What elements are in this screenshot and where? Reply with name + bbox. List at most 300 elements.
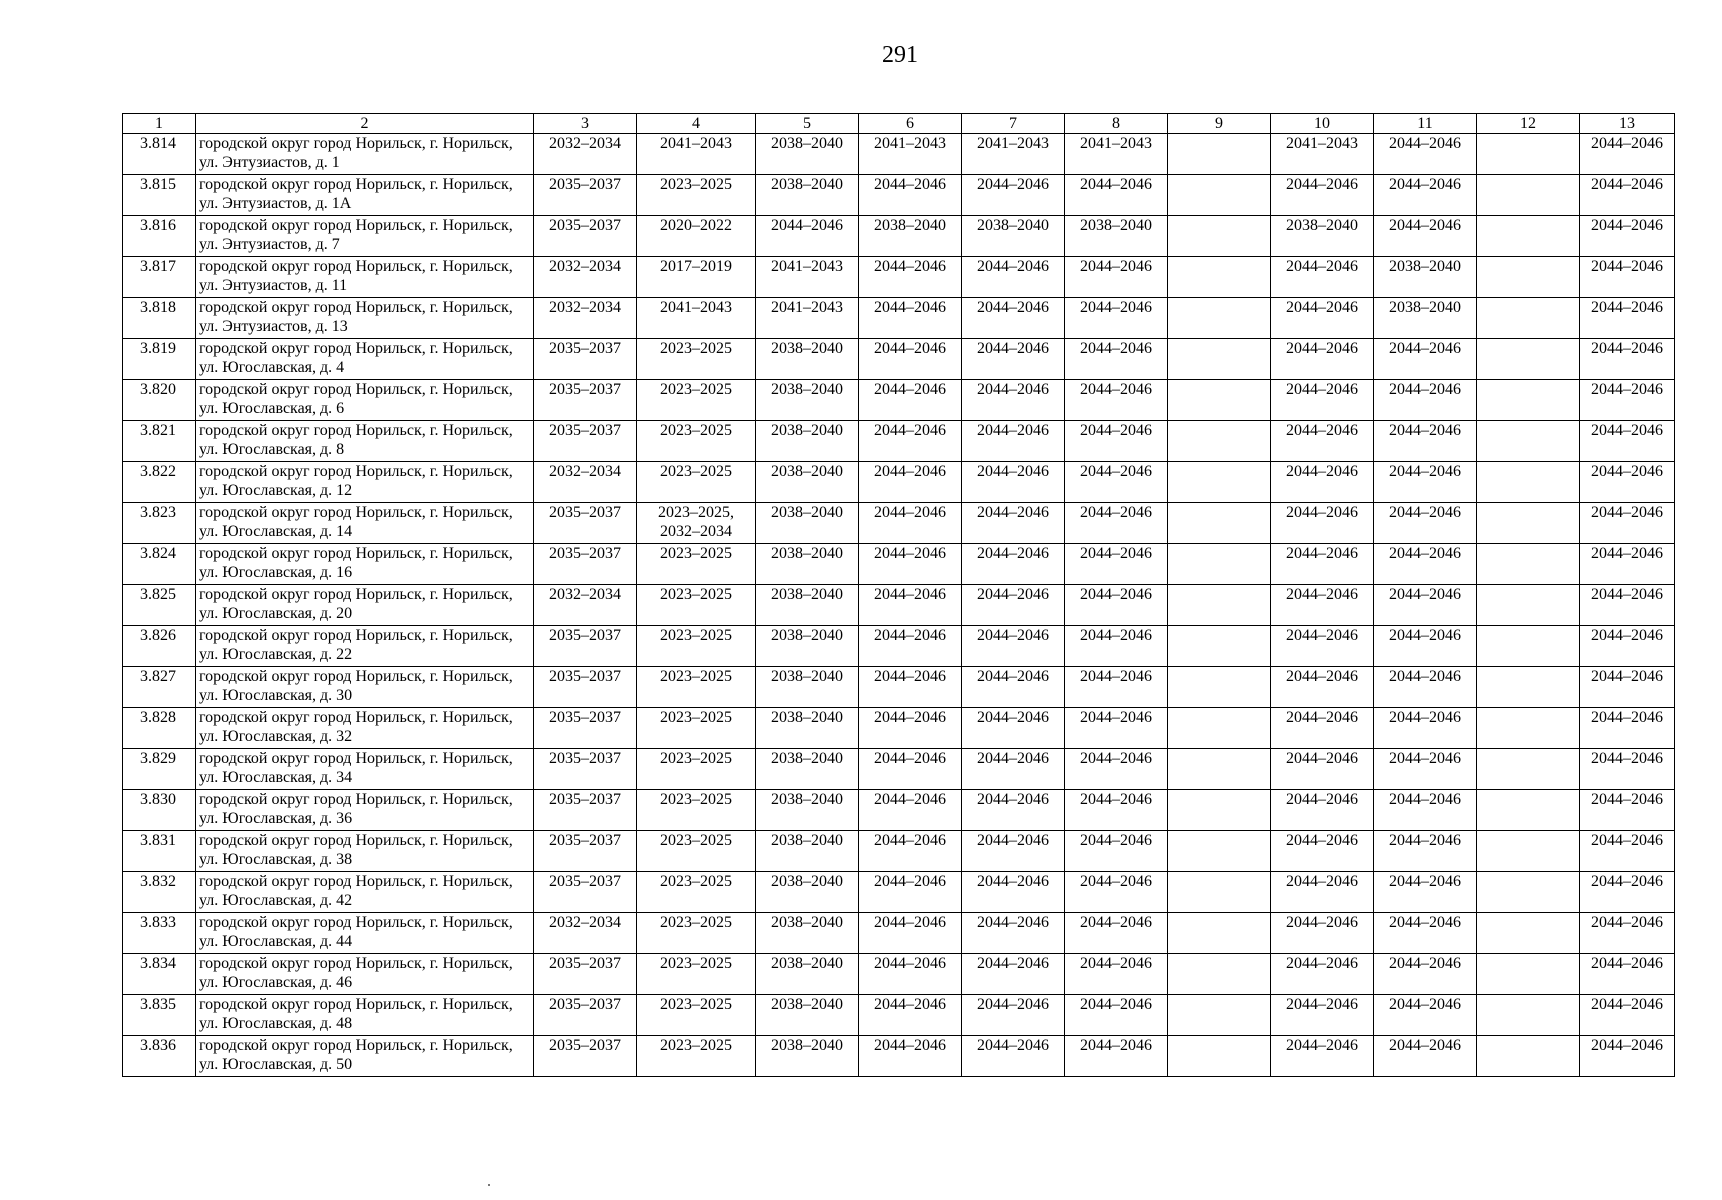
table-row: [123, 134, 1675, 175]
period-cell-col5: 2041–2043: [756, 298, 859, 339]
period-cell-col12: [1477, 380, 1580, 421]
column-header: 7: [962, 114, 1065, 134]
period-cell-col11: 2044–2046: [1374, 503, 1477, 544]
table-row: [123, 257, 1675, 298]
period-cell-col5: 2038–2040: [756, 175, 859, 216]
period-cell-col7: 2044–2046: [962, 913, 1065, 954]
address-cell: городской округ город Норильск, г. Норильск, ул. Югославская, д. 4: [196, 339, 534, 380]
period-cell-col9: [1168, 708, 1271, 749]
address-cell: городской округ город Норильск, г. Норильск, ул. Энтузиастов, д. 1: [196, 134, 534, 175]
row-number-cell: 3.836: [123, 1036, 196, 1077]
table-row: [123, 339, 1675, 380]
period-cell-col3: 2032–2034: [534, 298, 637, 339]
address-cell: городской округ город Норильск, г. Норильск, ул. Энтузиастов, д. 1А: [196, 175, 534, 216]
period-cell-col13: 2044–2046: [1580, 667, 1675, 708]
period-cell-col12: [1477, 544, 1580, 585]
period-cell-col12: [1477, 872, 1580, 913]
period-cell-col6: 2044–2046: [859, 954, 962, 995]
address-cell: городской округ город Норильск, г. Норильск, ул. Югославская, д. 16: [196, 544, 534, 585]
period-cell-col3: 2035–2037: [534, 544, 637, 585]
period-cell-col5: 2038–2040: [756, 749, 859, 790]
address-cell: городской округ город Норильск, г. Норильск, ул. Югославская, д. 32: [196, 708, 534, 749]
page-number: 291: [882, 42, 918, 68]
period-cell-col10: 2044–2046: [1271, 380, 1374, 421]
period-cell-col6: 2044–2046: [859, 462, 962, 503]
period-cell-col8: 2044–2046: [1065, 462, 1168, 503]
address-cell: городской округ город Норильск, г. Норильск, ул. Югославская, д. 8: [196, 421, 534, 462]
period-cell-col3: 2032–2034: [534, 257, 637, 298]
row-number-cell: 3.828: [123, 708, 196, 749]
column-header: 9: [1168, 114, 1271, 134]
address-cell: городской округ город Норильск, г. Норильск, ул. Югославская, д. 20: [196, 585, 534, 626]
row-number-cell: 3.819: [123, 339, 196, 380]
column-header: 8: [1065, 114, 1168, 134]
period-cell-col9: [1168, 749, 1271, 790]
period-cell-col11: 2044–2046: [1374, 790, 1477, 831]
period-cell-col9: [1168, 831, 1271, 872]
period-cell-col7: 2044–2046: [962, 503, 1065, 544]
table-row: [123, 954, 1675, 995]
period-cell-col4: 2023–2025: [637, 954, 756, 995]
period-cell-col3: 2035–2037: [534, 790, 637, 831]
row-number-cell: 3.830: [123, 790, 196, 831]
period-cell-col12: [1477, 216, 1580, 257]
period-cell-col6: 2044–2046: [859, 872, 962, 913]
period-cell-col5: 2038–2040: [756, 380, 859, 421]
column-header: 10: [1271, 114, 1374, 134]
header-row: [123, 114, 1675, 134]
period-cell-col12: [1477, 954, 1580, 995]
table-row: [123, 708, 1675, 749]
table-row: [123, 380, 1675, 421]
period-cell-col8: 2044–2046: [1065, 298, 1168, 339]
period-cell-col10: 2044–2046: [1271, 175, 1374, 216]
period-cell-col13: 2044–2046: [1580, 995, 1675, 1036]
period-cell-col8: 2044–2046: [1065, 421, 1168, 462]
period-cell-col10: 2044–2046: [1271, 585, 1374, 626]
period-cell-col10: 2038–2040: [1271, 216, 1374, 257]
period-cell-col11: 2044–2046: [1374, 872, 1477, 913]
period-cell-col13: 2044–2046: [1580, 421, 1675, 462]
address-cell: городской округ город Норильск, г. Норильск, ул. Югославская, д. 6: [196, 380, 534, 421]
row-number-cell: 3.815: [123, 175, 196, 216]
period-cell-col7: 2044–2046: [962, 298, 1065, 339]
period-cell-col8: 2044–2046: [1065, 585, 1168, 626]
period-cell-col10: 2044–2046: [1271, 872, 1374, 913]
row-number-cell: 3.835: [123, 995, 196, 1036]
column-header: 4: [637, 114, 756, 134]
period-cell-col7: 2044–2046: [962, 708, 1065, 749]
period-cell-col12: [1477, 913, 1580, 954]
period-cell-col8: 2044–2046: [1065, 626, 1168, 667]
period-cell-col5: 2041–2043: [756, 257, 859, 298]
period-cell-col10: 2044–2046: [1271, 708, 1374, 749]
period-cell-col12: [1477, 585, 1580, 626]
period-cell-col6: 2044–2046: [859, 667, 962, 708]
period-cell-col10: 2044–2046: [1271, 1036, 1374, 1077]
table-row: [123, 995, 1675, 1036]
period-cell-col11: 2044–2046: [1374, 708, 1477, 749]
row-number-cell: 3.817: [123, 257, 196, 298]
period-cell-col4: 2023–2025: [637, 544, 756, 585]
period-cell-col3: 2035–2037: [534, 1036, 637, 1077]
period-cell-col4: 2023–2025: [637, 339, 756, 380]
period-cell-col12: [1477, 708, 1580, 749]
address-cell: городской округ город Норильск, г. Норильск, ул. Югославская, д. 14: [196, 503, 534, 544]
period-cell-col13: 2044–2046: [1580, 380, 1675, 421]
period-cell-col9: [1168, 298, 1271, 339]
row-number-cell: 3.827: [123, 667, 196, 708]
period-cell-col7: 2044–2046: [962, 667, 1065, 708]
period-cell-col5: 2038–2040: [756, 995, 859, 1036]
period-cell-col4: 2023–2025, 2032–2034: [637, 503, 756, 544]
period-cell-col10: 2044–2046: [1271, 462, 1374, 503]
table-row: [123, 421, 1675, 462]
period-cell-col9: [1168, 995, 1271, 1036]
period-cell-col7: 2044–2046: [962, 749, 1065, 790]
period-cell-col7: 2044–2046: [962, 831, 1065, 872]
period-cell-col8: 2044–2046: [1065, 708, 1168, 749]
table-row: [123, 667, 1675, 708]
period-cell-col11: 2044–2046: [1374, 175, 1477, 216]
period-cell-col12: [1477, 749, 1580, 790]
period-cell-col9: [1168, 175, 1271, 216]
period-cell-col4: 2023–2025: [637, 421, 756, 462]
period-cell-col4: 2023–2025: [637, 995, 756, 1036]
period-cell-col5: 2038–2040: [756, 913, 859, 954]
period-cell-col4: 2023–2025: [637, 667, 756, 708]
table-row: [123, 831, 1675, 872]
period-cell-col7: 2044–2046: [962, 585, 1065, 626]
address-cell: городской округ город Норильск, г. Норильск, ул. Югославская, д. 42: [196, 872, 534, 913]
period-cell-col4: 2023–2025: [637, 913, 756, 954]
period-cell-col7: 2044–2046: [962, 257, 1065, 298]
address-cell: городской округ город Норильск, г. Норильск, ул. Югославская, д. 22: [196, 626, 534, 667]
period-cell-col3: 2035–2037: [534, 995, 637, 1036]
period-cell-col5: 2038–2040: [756, 626, 859, 667]
period-cell-col13: 2044–2046: [1580, 954, 1675, 995]
period-cell-col13: 2044–2046: [1580, 298, 1675, 339]
period-cell-col3: 2035–2037: [534, 216, 637, 257]
column-header: 13: [1580, 114, 1675, 134]
address-cell: городской округ город Норильск, г. Норильск, ул. Югославская, д. 12: [196, 462, 534, 503]
period-cell-col13: 2044–2046: [1580, 1036, 1675, 1077]
period-cell-col4: 2017–2019: [637, 257, 756, 298]
period-cell-col6: 2038–2040: [859, 216, 962, 257]
period-cell-col8: 2044–2046: [1065, 995, 1168, 1036]
period-cell-col8: 2041–2043: [1065, 134, 1168, 175]
period-cell-col12: [1477, 257, 1580, 298]
period-cell-col11: 2044–2046: [1374, 954, 1477, 995]
period-cell-col13: 2044–2046: [1580, 913, 1675, 954]
period-cell-col13: 2044–2046: [1580, 134, 1675, 175]
period-cell-col12: [1477, 175, 1580, 216]
period-cell-col3: 2035–2037: [534, 380, 637, 421]
table-row: [123, 872, 1675, 913]
period-cell-col4: 2023–2025: [637, 749, 756, 790]
period-cell-col8: 2044–2046: [1065, 339, 1168, 380]
row-number-cell: 3.829: [123, 749, 196, 790]
period-cell-col3: 2035–2037: [534, 667, 637, 708]
period-cell-col11: 2044–2046: [1374, 421, 1477, 462]
period-cell-col10: 2044–2046: [1271, 339, 1374, 380]
period-cell-col6: 2044–2046: [859, 995, 962, 1036]
period-cell-col9: [1168, 790, 1271, 831]
period-cell-col12: [1477, 831, 1580, 872]
period-cell-col7: 2044–2046: [962, 339, 1065, 380]
period-cell-col13: 2044–2046: [1580, 216, 1675, 257]
period-cell-col8: 2044–2046: [1065, 831, 1168, 872]
period-cell-col6: 2044–2046: [859, 380, 962, 421]
period-cell-col9: [1168, 257, 1271, 298]
period-cell-col7: 2044–2046: [962, 175, 1065, 216]
period-cell-col9: [1168, 503, 1271, 544]
period-cell-col11: 2044–2046: [1374, 339, 1477, 380]
period-cell-col5: 2038–2040: [756, 421, 859, 462]
period-cell-col4: 2023–2025: [637, 585, 756, 626]
period-cell-col7: 2044–2046: [962, 544, 1065, 585]
period-cell-col5: 2038–2040: [756, 134, 859, 175]
period-cell-col4: 2023–2025: [637, 831, 756, 872]
address-cell: городской округ город Норильск, г. Норильск, ул. Энтузиастов, д. 7: [196, 216, 534, 257]
period-cell-col10: 2044–2046: [1271, 421, 1374, 462]
period-cell-col11: 2044–2046: [1374, 1036, 1477, 1077]
period-cell-col6: 2044–2046: [859, 339, 962, 380]
period-cell-col5: 2044–2046: [756, 216, 859, 257]
table-body: [123, 134, 1675, 1077]
period-cell-col12: [1477, 421, 1580, 462]
row-number-cell: 3.833: [123, 913, 196, 954]
period-cell-col11: 2044–2046: [1374, 626, 1477, 667]
period-cell-col7: 2044–2046: [962, 790, 1065, 831]
period-cell-col11: 2044–2046: [1374, 216, 1477, 257]
period-cell-col12: [1477, 790, 1580, 831]
period-cell-col9: [1168, 872, 1271, 913]
address-cell: городской округ город Норильск, г. Норильск, ул. Энтузиастов, д. 11: [196, 257, 534, 298]
table-row: [123, 216, 1675, 257]
period-cell-col13: 2044–2046: [1580, 749, 1675, 790]
period-cell-col10: 2044–2046: [1271, 913, 1374, 954]
row-number-cell: 3.832: [123, 872, 196, 913]
column-header: 5: [756, 114, 859, 134]
column-header: 1: [123, 114, 196, 134]
period-cell-col9: [1168, 134, 1271, 175]
period-cell-col8: 2044–2046: [1065, 913, 1168, 954]
period-cell-col9: [1168, 913, 1271, 954]
period-cell-col5: 2038–2040: [756, 667, 859, 708]
period-cell-col6: 2044–2046: [859, 175, 962, 216]
period-cell-col12: [1477, 134, 1580, 175]
period-cell-col13: 2044–2046: [1580, 790, 1675, 831]
period-cell-col13: 2044–2046: [1580, 503, 1675, 544]
period-cell-col13: 2044–2046: [1580, 257, 1675, 298]
period-cell-col4: 2041–2043: [637, 298, 756, 339]
table-row: [123, 749, 1675, 790]
period-cell-col4: 2041–2043: [637, 134, 756, 175]
period-cell-col9: [1168, 667, 1271, 708]
period-cell-col13: 2044–2046: [1580, 872, 1675, 913]
period-cell-col7: 2044–2046: [962, 872, 1065, 913]
period-cell-col5: 2038–2040: [756, 544, 859, 585]
period-cell-col8: 2044–2046: [1065, 503, 1168, 544]
period-cell-col10: 2044–2046: [1271, 503, 1374, 544]
period-cell-col7: 2041–2043: [962, 134, 1065, 175]
period-cell-col5: 2038–2040: [756, 585, 859, 626]
period-cell-col11: 2038–2040: [1374, 298, 1477, 339]
period-cell-col12: [1477, 1036, 1580, 1077]
schedule-table: [122, 113, 1675, 1077]
period-cell-col9: [1168, 585, 1271, 626]
period-cell-col10: 2044–2046: [1271, 544, 1374, 585]
period-cell-col4: 2023–2025: [637, 790, 756, 831]
period-cell-col3: 2035–2037: [534, 175, 637, 216]
period-cell-col10: 2044–2046: [1271, 995, 1374, 1036]
address-cell: городской округ город Норильск, г. Норильск, ул. Югославская, д. 50: [196, 1036, 534, 1077]
period-cell-col11: 2044–2046: [1374, 667, 1477, 708]
column-header: 3: [534, 114, 637, 134]
period-cell-col3: 2035–2037: [534, 339, 637, 380]
period-cell-col11: 2044–2046: [1374, 544, 1477, 585]
period-cell-col3: 2032–2034: [534, 585, 637, 626]
row-number-cell: 3.824: [123, 544, 196, 585]
period-cell-col9: [1168, 462, 1271, 503]
period-cell-col13: 2044–2046: [1580, 544, 1675, 585]
period-cell-col6: 2044–2046: [859, 544, 962, 585]
period-cell-col11: 2044–2046: [1374, 749, 1477, 790]
period-cell-col5: 2038–2040: [756, 831, 859, 872]
address-cell: городской округ город Норильск, г. Норильск, ул. Югославская, д. 36: [196, 790, 534, 831]
period-cell-col6: 2044–2046: [859, 257, 962, 298]
period-cell-col5: 2038–2040: [756, 954, 859, 995]
period-cell-col9: [1168, 544, 1271, 585]
row-number-cell: 3.831: [123, 831, 196, 872]
period-cell-col4: 2020–2022: [637, 216, 756, 257]
period-cell-col7: 2044–2046: [962, 462, 1065, 503]
period-cell-col11: 2044–2046: [1374, 380, 1477, 421]
period-cell-col10: 2044–2046: [1271, 626, 1374, 667]
period-cell-col3: 2035–2037: [534, 708, 637, 749]
period-cell-col3: 2035–2037: [534, 954, 637, 995]
period-cell-col10: 2041–2043: [1271, 134, 1374, 175]
period-cell-col5: 2038–2040: [756, 339, 859, 380]
period-cell-col10: 2044–2046: [1271, 831, 1374, 872]
period-cell-col4: 2023–2025: [637, 462, 756, 503]
period-cell-col12: [1477, 339, 1580, 380]
period-cell-col6: 2044–2046: [859, 913, 962, 954]
period-cell-col9: [1168, 339, 1271, 380]
period-cell-col12: [1477, 503, 1580, 544]
period-cell-col11: 2044–2046: [1374, 831, 1477, 872]
period-cell-col9: [1168, 421, 1271, 462]
period-cell-col3: 2032–2034: [534, 462, 637, 503]
scan-speck: [488, 1184, 490, 1186]
period-cell-col6: 2044–2046: [859, 626, 962, 667]
table-row: [123, 585, 1675, 626]
period-cell-col11: 2044–2046: [1374, 134, 1477, 175]
period-cell-col13: 2044–2046: [1580, 175, 1675, 216]
period-cell-col13: 2044–2046: [1580, 626, 1675, 667]
address-cell: городской округ город Норильск, г. Норильск, ул. Югославская, д. 34: [196, 749, 534, 790]
row-number-cell: 3.823: [123, 503, 196, 544]
row-number-cell: 3.818: [123, 298, 196, 339]
column-header: 12: [1477, 114, 1580, 134]
period-cell-col4: 2023–2025: [637, 1036, 756, 1077]
period-cell-col6: 2044–2046: [859, 749, 962, 790]
period-cell-col7: 2044–2046: [962, 995, 1065, 1036]
period-cell-col7: 2044–2046: [962, 1036, 1065, 1077]
period-cell-col7: 2044–2046: [962, 954, 1065, 995]
period-cell-col6: 2041–2043: [859, 134, 962, 175]
period-cell-col3: 2035–2037: [534, 872, 637, 913]
row-number-cell: 3.826: [123, 626, 196, 667]
period-cell-col4: 2023–2025: [637, 708, 756, 749]
period-cell-col9: [1168, 1036, 1271, 1077]
period-cell-col8: 2044–2046: [1065, 380, 1168, 421]
period-cell-col10: 2044–2046: [1271, 257, 1374, 298]
address-cell: городской округ город Норильск, г. Норильск, ул. Югославская, д. 30: [196, 667, 534, 708]
period-cell-col8: 2044–2046: [1065, 954, 1168, 995]
period-cell-col9: [1168, 380, 1271, 421]
table-row: [123, 462, 1675, 503]
column-header: 2: [196, 114, 534, 134]
period-cell-col10: 2044–2046: [1271, 667, 1374, 708]
period-cell-col11: 2044–2046: [1374, 913, 1477, 954]
period-cell-col5: 2038–2040: [756, 462, 859, 503]
column-header: 6: [859, 114, 962, 134]
period-cell-col8: 2044–2046: [1065, 667, 1168, 708]
table-row: [123, 544, 1675, 585]
table-row: [123, 503, 1675, 544]
table-row: [123, 913, 1675, 954]
period-cell-col8: 2044–2046: [1065, 544, 1168, 585]
period-cell-col8: 2044–2046: [1065, 790, 1168, 831]
period-cell-col3: 2035–2037: [534, 749, 637, 790]
address-cell: городской округ город Норильск, г. Норильск, ул. Югославская, д. 44: [196, 913, 534, 954]
period-cell-col7: 2038–2040: [962, 216, 1065, 257]
period-cell-col8: 2038–2040: [1065, 216, 1168, 257]
period-cell-col13: 2044–2046: [1580, 708, 1675, 749]
row-number-cell: 3.820: [123, 380, 196, 421]
period-cell-col13: 2044–2046: [1580, 585, 1675, 626]
period-cell-col10: 2044–2046: [1271, 954, 1374, 995]
period-cell-col9: [1168, 954, 1271, 995]
period-cell-col10: 2044–2046: [1271, 749, 1374, 790]
row-number-cell: 3.821: [123, 421, 196, 462]
period-cell-col7: 2044–2046: [962, 380, 1065, 421]
period-cell-col5: 2038–2040: [756, 1036, 859, 1077]
period-cell-col6: 2044–2046: [859, 708, 962, 749]
period-cell-col13: 2044–2046: [1580, 831, 1675, 872]
period-cell-col5: 2038–2040: [756, 503, 859, 544]
period-cell-col12: [1477, 298, 1580, 339]
address-cell: городской округ город Норильск, г. Норильск, ул. Югославская, д. 46: [196, 954, 534, 995]
period-cell-col5: 2038–2040: [756, 708, 859, 749]
period-cell-col12: [1477, 995, 1580, 1036]
table-row: [123, 1036, 1675, 1077]
period-cell-col6: 2044–2046: [859, 421, 962, 462]
period-cell-col12: [1477, 667, 1580, 708]
period-cell-col3: 2035–2037: [534, 503, 637, 544]
period-cell-col3: 2032–2034: [534, 913, 637, 954]
period-cell-col11: 2038–2040: [1374, 257, 1477, 298]
table-row: [123, 626, 1675, 667]
period-cell-col10: 2044–2046: [1271, 790, 1374, 831]
period-cell-col3: 2032–2034: [534, 134, 637, 175]
period-cell-col13: 2044–2046: [1580, 339, 1675, 380]
period-cell-col11: 2044–2046: [1374, 585, 1477, 626]
table-row: [123, 790, 1675, 831]
period-cell-col8: 2044–2046: [1065, 257, 1168, 298]
